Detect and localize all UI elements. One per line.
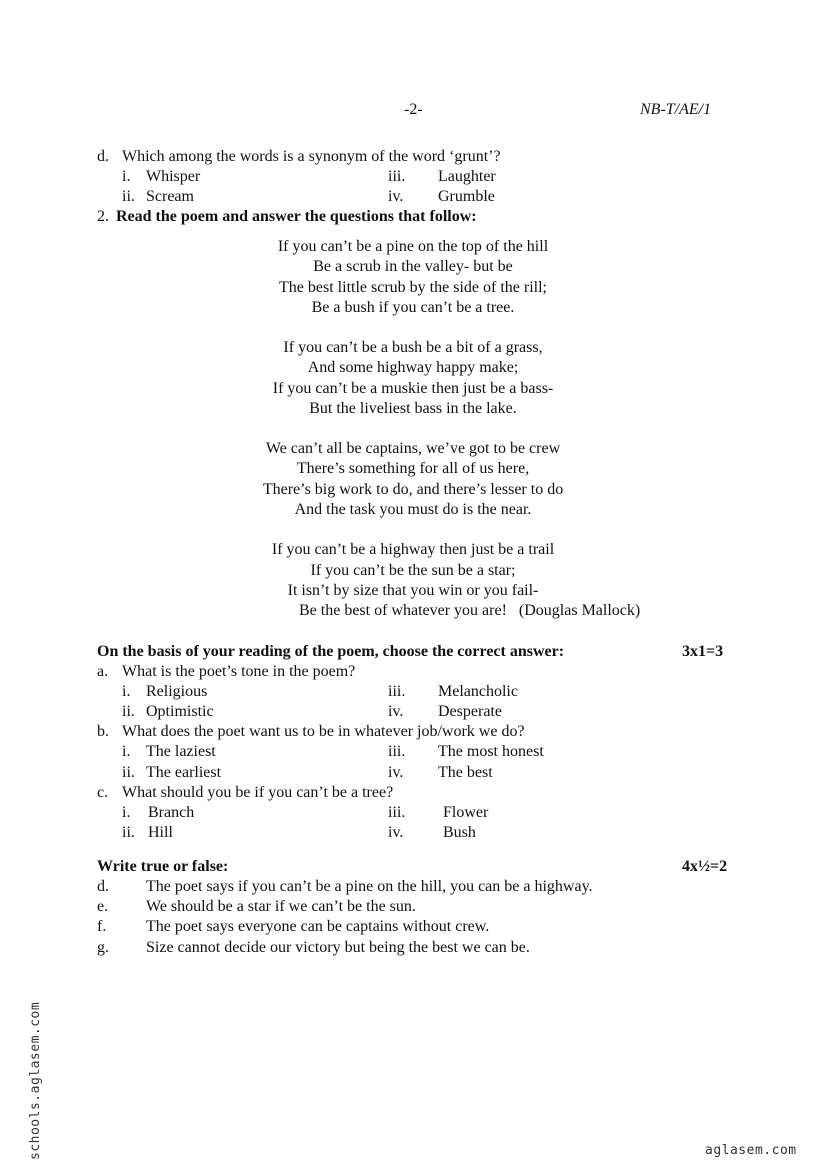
poem-line: Be a scrub in the valley- but be (313, 258, 513, 275)
poem-line: And some highway happy make; (307, 359, 519, 376)
poem-line: There’s something for all of us here, (296, 460, 530, 477)
poem-line: If you can’t be a highway then just be a trail (271, 541, 555, 558)
option-number: i. (122, 168, 131, 185)
question-marker: g. (97, 939, 109, 956)
question-marker: e. (97, 898, 109, 915)
option-text: The most honest (438, 743, 544, 760)
option-number: iv. (388, 703, 404, 720)
poem-line: And the task you must do is the near. (294, 501, 532, 518)
option-text: The best (438, 764, 493, 781)
poem-line: It isn’t by size that you win or you fail- (287, 582, 539, 599)
poem-line: There’s big work to do, and there’s lesser to do (262, 481, 564, 498)
option-number: iii. (388, 168, 406, 185)
question-marker: a. (97, 663, 109, 680)
statement-text: We should be a star if we can’t be the sun. (146, 898, 416, 915)
option-number: ii. (122, 703, 135, 720)
marks-label: 3x1=3 (682, 643, 724, 660)
option-text: Religious (146, 683, 208, 700)
option-text: Flower (443, 804, 489, 821)
option-text: Melancholic (438, 683, 518, 700)
poem-line: The best little scrub by the side of the rill; (279, 279, 547, 296)
section-instruction: Read the poem and answer the questions that follow: (116, 208, 477, 225)
option-text: Desperate (438, 703, 502, 720)
poem-line: We can’t all be captains, we’ve got to be crew (265, 440, 561, 457)
option-number: ii. (122, 764, 135, 781)
option-text: Grumble (438, 188, 495, 205)
poem-line: If you can’t be a bush be a bit of a grass, (283, 339, 543, 356)
statement-text: The poet says if you can’t be a pine on the hill, you can be a highway. (146, 878, 593, 895)
marks-label: 4x½=2 (682, 858, 728, 875)
footer-watermark: aglasem.com (705, 1143, 797, 1158)
option-text: Hill (148, 824, 173, 841)
option-number: iii. (388, 804, 406, 821)
option-number: iv. (388, 764, 404, 781)
poem-line: Be a bush if you can’t be a tree. (311, 299, 515, 316)
question-marker: b. (97, 723, 109, 740)
question-marker: c. (97, 784, 109, 801)
option-text: Scream (146, 188, 194, 205)
option-number: i. (122, 743, 131, 760)
poem-line: If you can’t be the sun be a star; (310, 562, 516, 579)
poem-line: If you can’t be a pine on the top of the hill (277, 238, 549, 255)
option-text: The earliest (146, 764, 222, 781)
question-text: Which among the words is a synonym of the word ‘grunt’? (122, 148, 501, 165)
question-number: 2. (97, 208, 109, 225)
option-text: The laziest (146, 743, 216, 760)
section-heading: Write true or false: (97, 858, 229, 875)
option-text: Bush (443, 824, 476, 841)
option-number: ii. (122, 188, 135, 205)
option-text: Whisper (146, 168, 201, 185)
option-text: Laughter (438, 168, 496, 185)
question-text: What is the poet’s tone in the poem? (122, 663, 356, 680)
question-marker: d. (97, 878, 109, 895)
option-number: iii. (388, 683, 406, 700)
poem-line: Be the best of whatever you are! (Douglas Mallock) (299, 602, 641, 619)
statement-text: The poet says everyone can be captains without crew. (146, 918, 490, 935)
side-watermark: schools.aglasem.com (28, 1001, 43, 1160)
option-number: iv. (388, 188, 404, 205)
option-text: Branch (148, 804, 195, 821)
option-number: ii. (122, 824, 135, 841)
option-text: Optimistic (146, 703, 214, 720)
question-marker: f. (97, 918, 107, 935)
paper-code: NB-T/AE/1 (640, 101, 712, 118)
option-number: i. (122, 804, 131, 821)
poem-line: If you can’t be a muskie then just be a bass- (272, 380, 554, 397)
page-number: -2- (404, 101, 423, 118)
question-marker: d. (97, 148, 109, 165)
section-heading: On the basis of your reading of the poem, choose the correct answer: (97, 643, 565, 660)
option-number: i. (122, 683, 131, 700)
poem-line: But the liveliest bass in the lake. (309, 400, 517, 417)
option-number: iv. (388, 824, 404, 841)
question-text: What does the poet want us to be in whatever job/work we do? (122, 723, 525, 740)
statement-text: Size cannot decide our victory but being the best we can be. (146, 939, 530, 956)
option-number: iii. (388, 743, 406, 760)
question-text: What should you be if you can’t be a tree? (122, 784, 394, 801)
